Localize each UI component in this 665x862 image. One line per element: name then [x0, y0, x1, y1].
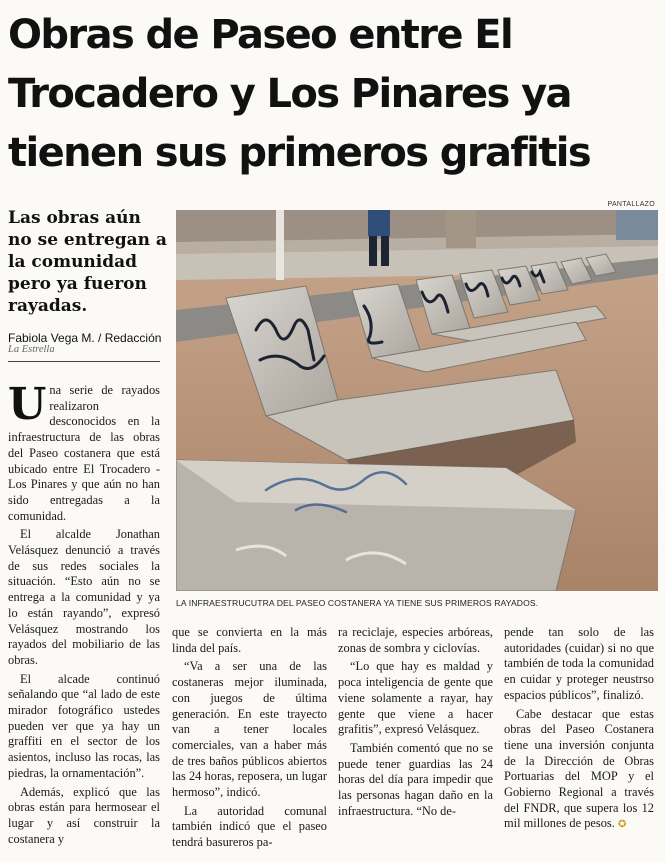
- paragraph: El alcade continuó señalando que “al lado de este mirador fotográfico ustedes pueden ver que ya hay un graffiti en el sector de los asientos, incluso las rocas, las piedras, la ornamentación”.: [8, 671, 160, 780]
- paragraph: ra reciclaje, especies arbóreas, zonas de sombra y ciclovías.: [338, 625, 493, 655]
- end-mark-icon: ✪: [617, 819, 627, 831]
- body-column-4: [504, 625, 654, 836]
- drop-cap: U: [8, 379, 47, 430]
- article-photo: [176, 210, 658, 591]
- paragraph: También comentó que no se puede tener guardias las 24 horas del día para impedir que las personas hagan daño en la infraestructura. “No de-: [338, 740, 493, 818]
- paragraph-text: na serie de rayados realizaron desconocidos en la infraestructura de las obras del Paseo costanera que está ubicado entre El Trocadero - Los Pinares y que aún no han sido entregadas a la comunidad.: [8, 383, 160, 523]
- body-column-2: [172, 625, 327, 854]
- paragraph: [504, 707, 654, 834]
- paragraph: [8, 379, 160, 524]
- byline-outlet: La Estrella: [8, 344, 55, 355]
- paragraph: “Lo que hay es maldad y poca inteligencia de gente que viene solamente a rayar, hay gente que viene a hacer grafitis”, expresó Velásquez.: [338, 659, 493, 737]
- photo-credit: PANTALLAZO: [607, 201, 655, 208]
- benches-with-graffiti-illustration: [176, 210, 658, 591]
- paragraph: Además, explicó que las obras están para hermosear el lugar y así construir la costanera y: [8, 784, 160, 846]
- body-column-1: [8, 379, 160, 850]
- paragraph: El alcalde Jonathan Velásquez denunció a través de sus redes sociales la situación. “Esto aún no se entrega a la comunidad y ya lo están rayando”, expresó Velásquez mostrando los rayados del mobiliario de las obras.: [8, 527, 160, 667]
- byline-author: Fabiola Vega M. / Redacción: [8, 331, 162, 345]
- photo-caption: LA INFRAESTRUCUTRA DEL PASEO COSTANERA YA TIENE SUS PRIMEROS RAYADOS.: [176, 598, 539, 608]
- paragraph-text: Cabe destacar que estas obras del Paseo Costanera tiene una inversión conjunta de la Dirección de Obras Portuarias del MOP y el Gobierno Regional a través del FNDR, que supera los 12 mil millones de pesos.: [504, 706, 654, 831]
- byline-divider: [8, 361, 160, 362]
- paragraph: que se convierta en la más linda del país.: [172, 625, 327, 655]
- paragraph: La autoridad comunal también indicó que el paseo tendrá basureros pa-: [172, 803, 327, 850]
- paragraph: pende tan solo de las autoridades (cuidar) si no que también de toda la comunidad en cuidar y proteger neustrso espacios públicos”, finalizó.: [504, 625, 654, 702]
- headline: Obras de Paseo entre El Trocadero y Los Pinares ya tienen sus primeros grafitis: [8, 12, 591, 176]
- subheadline: Las obras aún no se entregan a la comunidad pero ya fueron rayadas.: [8, 208, 167, 316]
- body-column-3: [338, 625, 493, 822]
- paragraph: “Va a ser una de las costaneras mejor iluminada, con juegos de última generación. En este trayecto van a tener locales comerciales, van a haber más de tres baños públicos abiertos las 24 horas, reposera, un lugar hermoso”, indicó.: [172, 659, 327, 800]
